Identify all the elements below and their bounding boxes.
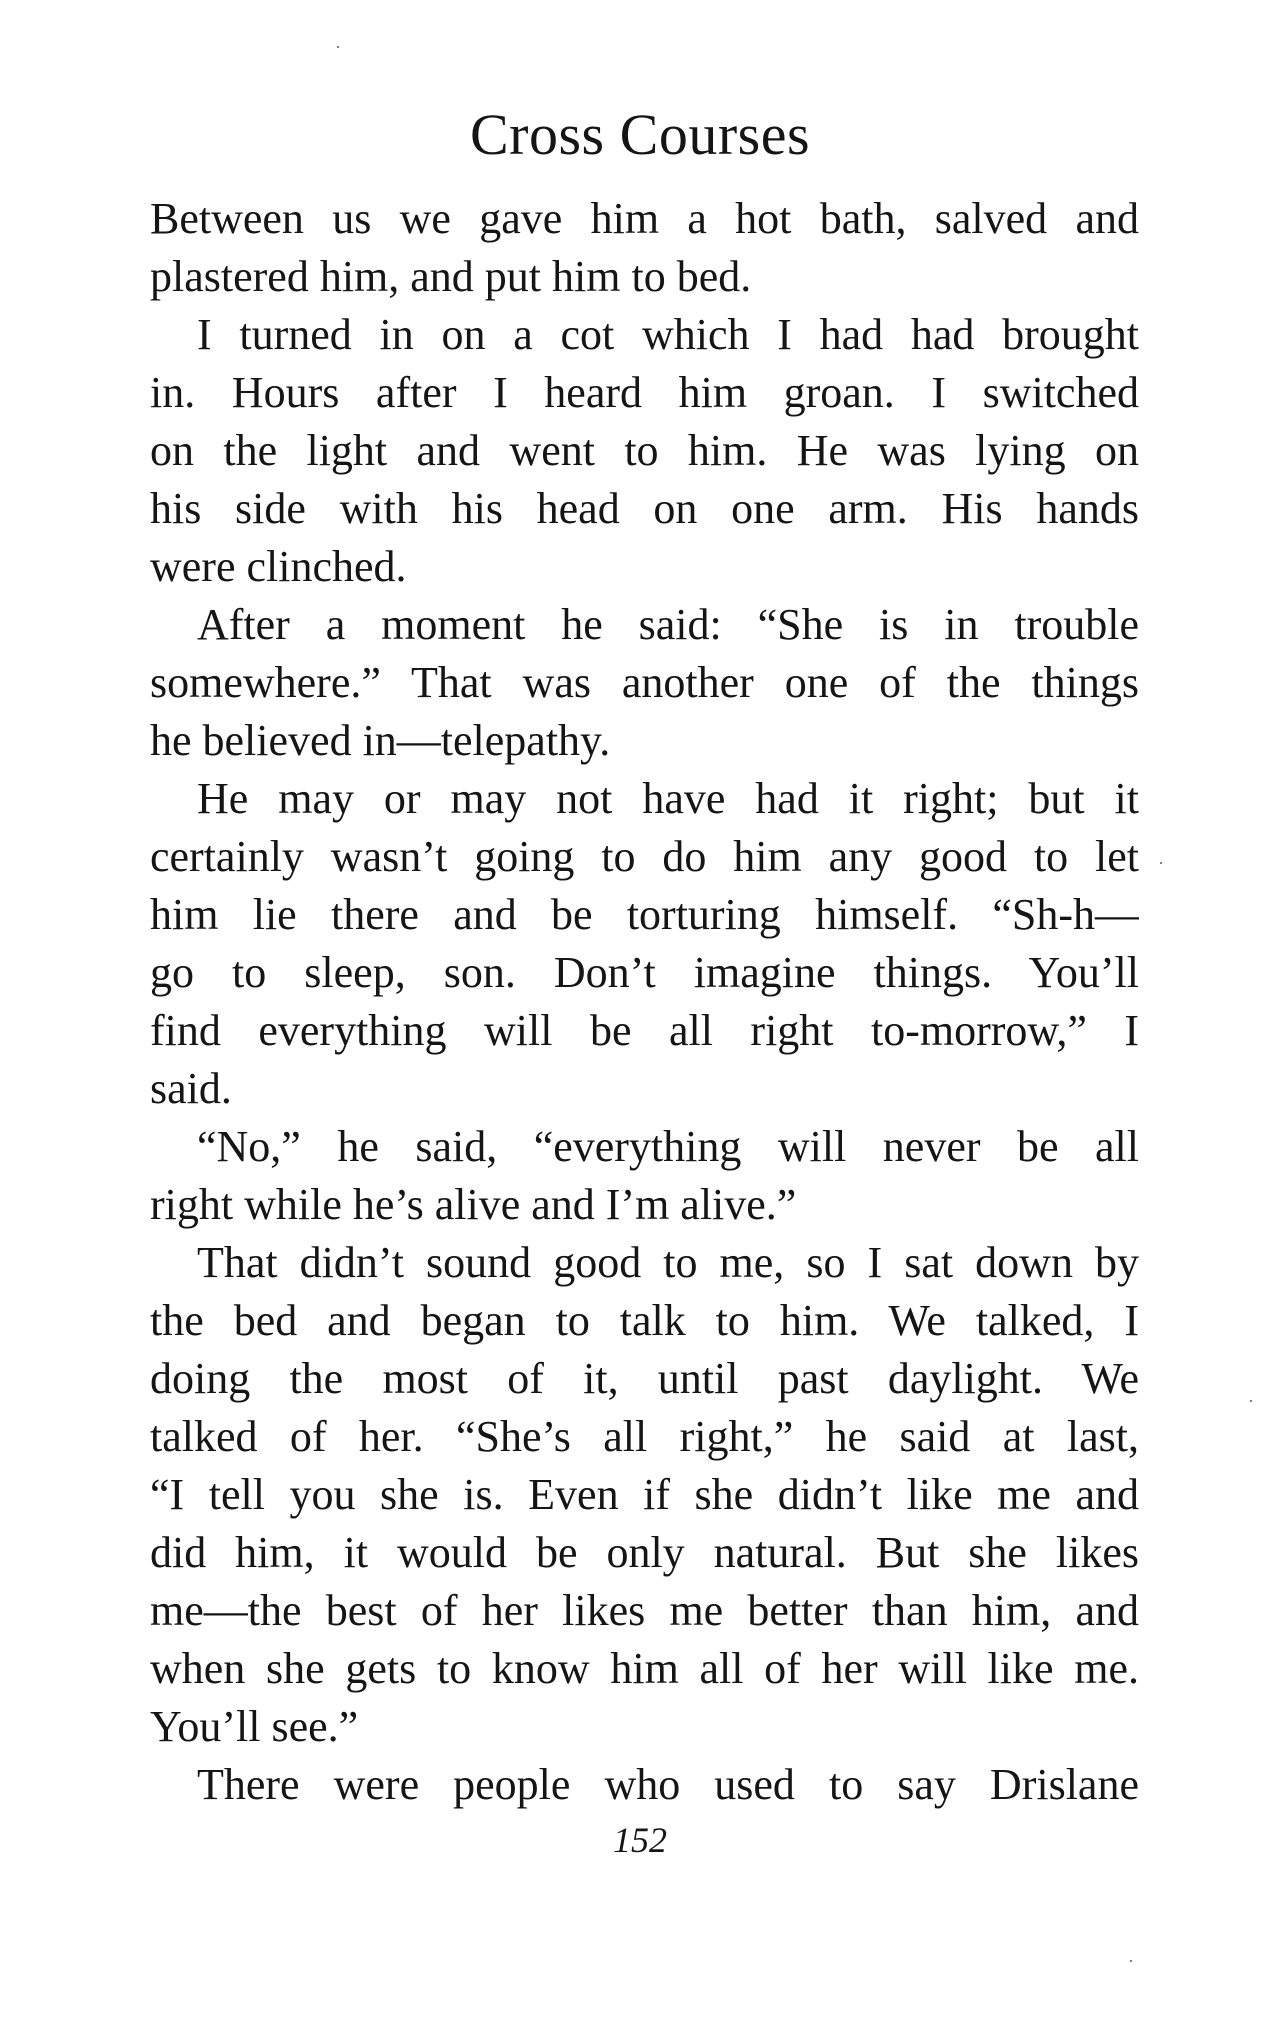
text-line: his side with his head on one arm. His hands — [150, 484, 1139, 533]
text-line: him lie there and be torturing himself. “Sh-h— — [150, 890, 1139, 939]
text-line: talked of her. “She’s all right,” he said at last, — [150, 1412, 1139, 1461]
text-line: he believed in—telepathy. — [150, 716, 611, 765]
print-speck — [1130, 1960, 1132, 1962]
body-text — [150, 190, 1139, 1814]
text-line: right while he’s alive and I’m alive.” — [150, 1180, 797, 1229]
text-line: You’ll see.” — [150, 1702, 359, 1751]
print-speck — [337, 46, 339, 48]
text-line: After a moment he said: “She is in trouble — [197, 600, 1139, 649]
print-speck — [1250, 1400, 1252, 1402]
text-line: when she gets to know him all of her will like me. — [150, 1644, 1139, 1693]
text-line: “I tell you she is. Even if she didn’t like me and — [150, 1470, 1139, 1519]
text-line: He may or may not have had it right; but it — [197, 774, 1139, 823]
text-line: the bed and began to talk to him. We talked, I — [150, 1296, 1139, 1345]
text-line: did him, it would be only natural. But she likes — [150, 1528, 1139, 1577]
print-speck — [1160, 862, 1162, 864]
text-line: That didn’t sound good to me, so I sat down by — [197, 1238, 1139, 1287]
text-line: find everything will be all right to-morrow,” I — [150, 1006, 1139, 1055]
text-line: I turned in on a cot which I had had brought — [197, 310, 1139, 359]
text-line: go to sleep, son. Don’t imagine things. You’ll — [150, 948, 1139, 997]
text-line: were clinched. — [150, 542, 407, 591]
text-line: somewhere.” That was another one of the things — [150, 658, 1139, 707]
text-line: “No,” he said, “everything will never be all — [197, 1122, 1139, 1171]
page-number: 152 — [613, 1820, 667, 1860]
text-line: said. — [150, 1064, 232, 1113]
running-head-title: Cross Courses — [469, 102, 811, 167]
text-line: me—the best of her likes me better than him, and — [150, 1586, 1139, 1635]
text-line: There were people who used to say Drislane — [197, 1760, 1139, 1809]
text-line: certainly wasn’t going to do him any good to let — [150, 832, 1139, 881]
text-line: doing the most of it, until past daylight. We — [150, 1354, 1139, 1403]
text-line: Between us we gave him a hot bath, salved and — [150, 194, 1139, 243]
text-line: plastered him, and put him to bed. — [150, 252, 752, 301]
text-line: on the light and went to him. He was lying on — [150, 426, 1139, 475]
text-line: in. Hours after I heard him groan. I switched — [150, 368, 1139, 417]
